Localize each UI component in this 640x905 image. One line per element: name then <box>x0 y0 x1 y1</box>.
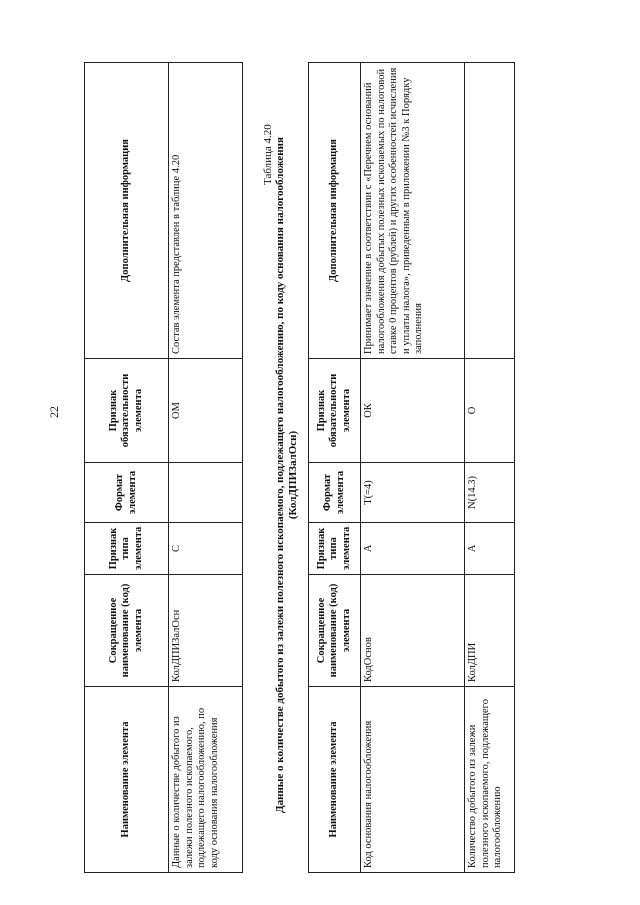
cell-element-type: А <box>361 523 465 575</box>
cell-element-type: С <box>169 523 243 575</box>
header-element-code: Сокращенное наименование (код) элемента <box>85 575 169 687</box>
cell-element-code: КолДПИЗалОсн <box>169 575 243 687</box>
cell-element-name: Количество добытого из залежи полезного ископаемого, подлежащего налогообложению <box>465 687 515 873</box>
cell-element-code: КолДПИ <box>465 575 515 687</box>
elements-table-1 <box>84 62 243 873</box>
header-element-name: Наименование элемента <box>85 687 169 873</box>
table-row <box>361 63 465 873</box>
cell-element-format: T(=4) <box>361 463 465 523</box>
header-additional-info: Дополнительная информация <box>85 63 169 359</box>
table-number-label: Таблица 4.20 <box>262 124 274 185</box>
elements-table-4-20 <box>308 62 515 873</box>
cell-element-format <box>169 463 243 523</box>
header-element-code: Сокращенное наименование (код) элемента <box>309 575 361 687</box>
header-additional-info: Дополнительная информация <box>309 63 361 359</box>
cell-additional-info: Принимает значение в соответствии с «Перечнем оснований налогообложения добытых полезных ископаемых по налоговой ставке 0 процентов (рублей) и других особенностей исчисления и уплаты налога», приведенным в приложении №3 к Порядку заполнения <box>361 63 465 359</box>
cell-additional-info <box>465 63 515 359</box>
cell-additional-info: Состав элемента представлен в таблице 4.20 <box>169 63 243 359</box>
table-title: Данные о количестве добытого из залежи полезного ископаемого, подлежащего налогообложению, по коду основания налогообложения (КолДПИЗалОсн) <box>274 137 299 813</box>
cell-element-required: ОК <box>361 359 465 463</box>
cell-element-type: А <box>465 523 515 575</box>
cell-element-required: ОМ <box>169 359 243 463</box>
header-element-required: Признак обязательности элемента <box>309 359 361 463</box>
cell-element-name: Код основания налогообложения <box>361 687 465 873</box>
cell-element-code: КодОснов <box>361 575 465 687</box>
header-element-required: Признак обязательности элемента <box>85 359 169 463</box>
table-header-row <box>309 63 361 873</box>
cell-element-name: Данные о количестве добытого из залежи полезного ископаемого, подлежащего налогообложению, по коду основания налогообложения <box>169 687 243 873</box>
header-element-type: Признак типа элемента <box>85 523 169 575</box>
header-element-format: Формат элемента <box>85 463 169 523</box>
header-element-format: Формат элемента <box>309 463 361 523</box>
table-header-row <box>85 63 169 873</box>
cell-element-format: N(14.3) <box>465 463 515 523</box>
table-row <box>169 63 243 873</box>
header-element-type: Признак типа элемента <box>309 523 361 575</box>
header-element-name: Наименование элемента <box>309 687 361 873</box>
page-number: 22 <box>47 406 61 418</box>
table-row <box>465 63 515 873</box>
cell-element-required: О <box>465 359 515 463</box>
